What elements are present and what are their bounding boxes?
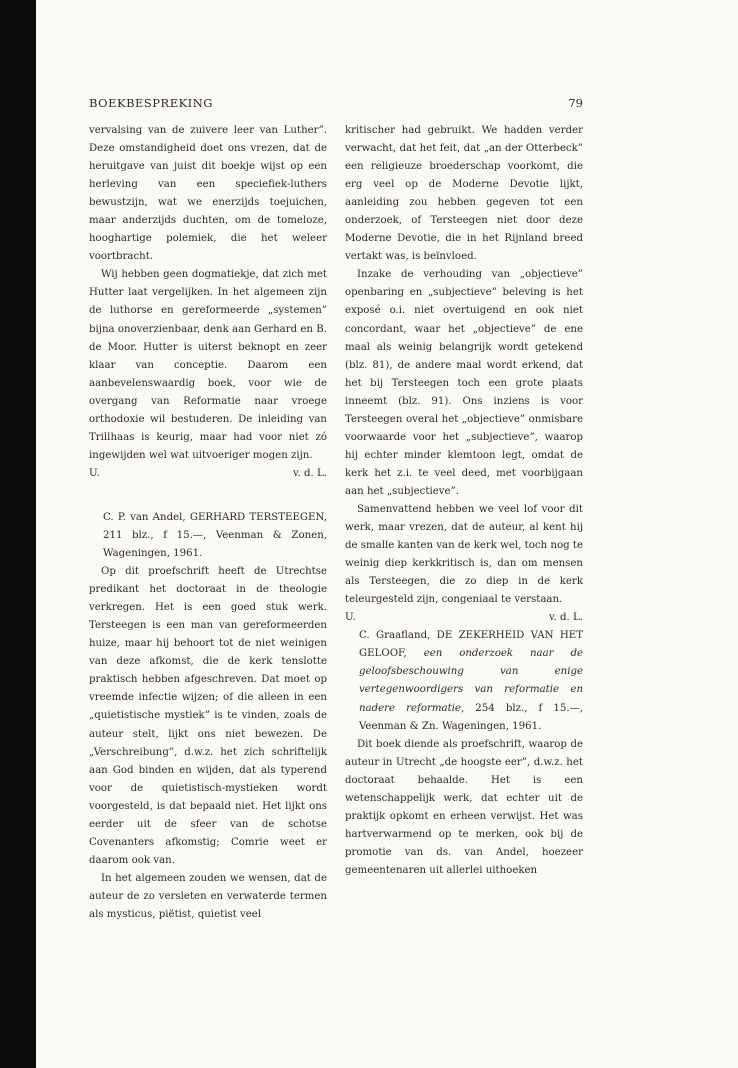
signature-name: v. d. L. bbox=[292, 467, 327, 479]
left-column bbox=[89, 122, 327, 924]
paragraph: kritischer had gebruikt. We hadden verder verwacht, dat het feit, dat „an der Otterbeck” een religieuze broederschap voorkomt, die erg veel op de Moderne Devotie lijkt, aanleiding zou hebben gegeven tot een onderzoek, of Tersteegen niet door deze Moderne Devotie, die in het Rijnland breed vertakt was, is beïnvloed. bbox=[345, 125, 583, 263]
paragraph: Op dit proefschrift heeft de Utrechtse predikant het doctoraat in de theologie verkregen. Het is een goed stuk werk. Tersteegen is een man van gereformeerden huize, maar hij behoort tot de niet weinigen van deze afkomst, die de kerk tenslotte praktisch hebben afgeschreven. Dat moet op vreemde infectie wijzen; of die alleen in een „quietistische mystiek” is te vinden, zoals de auteur stelt, lijkt ons niet bewezen. De „Verschreibung”, d.w.z. het zich schriftelijk aan God binden en wijden, dat als typerend voor de quietistisch-mystieken wordt voorgesteld, is dat bepaald niet. Het lijkt ons eerder uit de sfeer van de schotse Covenanters afkomstig; Comrie weet er daarom ook van. bbox=[89, 566, 327, 866]
paragraph: Samenvattend hebben we veel lof voor dit werk, maar vrezen, dat de auteur, al kent hij de smalle kanten van de kerk wel, toch nog te weinig diep kerkkritisch is, dan om mensen als Tersteegen, die zo diep in de kerk teleurgesteld zijn, congeniaal te verstaan. bbox=[345, 503, 583, 606]
paragraph: In het algemeen zouden we wensen, dat de auteur de zo versleten en verwaterde termen als mysticus, piëtist, quietist veel bbox=[89, 872, 327, 920]
reviewer-signature bbox=[345, 609, 583, 627]
reviewer-signature bbox=[89, 465, 327, 483]
paragraph: Inzake de verhouding van „objectieve” openbaring en „subjectieve” beleving is het exposé o.i. niet overtuigend en ook niet concordant, waar het „objectieve” de ene maal als weinig belangrijk wordt getekend (blz. 81), de andere maal wordt erkend, dat het bij Tersteegen toch een grote plaats inneemt (blz. 91). Ons inziens is voor Tersteegen overal het „objectieve” onmisbare voorwaarde voor het „subjectieve”, waarop hij echter minder klemtoon legt, omdat de kerk het z.i. te veel deed, met voorbijgaan aan het „subjectieve”. bbox=[345, 269, 583, 497]
paragraph: Wij hebben geen dogmatiekje, dat zich met Hutter laat vergelijken. In het algemeen zijn de luthorse en gereformeerde „systemen” bijna onoverzienbaar, denk aan Gerhard en B. de Moor. Hutter is uiterst beknopt en zeer klaar van conceptie. Daarom een aanbevelenswaardig boek, voor wie de overgang van Reformatie naar vroege orthodoxie wil bestuderen. De inleiding van Trillhaas is keurig, maar had voor niet zó ingewijden wel wat uitvoeriger mogen zijn. bbox=[89, 269, 327, 461]
signature-initial: U. bbox=[89, 467, 100, 479]
review-heading bbox=[345, 627, 583, 735]
paragraph: vervalsing van de zuivere leer van Luther”. Deze omstandigheid doet ons vrezen, dat de heruitgave van juist dit boekje wijst op een herleving van een speciefiek-luthers bewustzijn, wat we enerzijds toejuichen, maar anderzijds duchten, om de tomeloze, hooghartige polemiek, die het weleer voortbracht. bbox=[89, 125, 327, 263]
scan-left-edge bbox=[0, 0, 36, 1068]
signature-initial: U. bbox=[345, 612, 356, 624]
signature-name: v. d. L. bbox=[548, 612, 583, 624]
paragraph: Dit boek diende als proefschrift, waarop de auteur in Utrecht „de hoogste eer”, d.w.z. het doctoraat behaalde. Het is een wetenschappelijk werk, dat echter uit de praktijk opkomt en erheen verwijst. Het was hartverwarmend op te merken, ook bij de promotie van ds. van Andel, hoezeer gemeentenaren uit allerlei uithoeken bbox=[345, 738, 583, 876]
review-subtitle: een onderzoek naar de geloofsbeschouwing van enige vertegenwoordigers van reformatie en nadere reformatie, bbox=[359, 648, 583, 714]
page-number: 79 bbox=[568, 96, 583, 110]
page-header bbox=[89, 96, 583, 116]
right-column bbox=[345, 122, 583, 880]
review-heading: C. P. van Andel, GERHARD TERSTEEGEN, 211 blz., f 15.—, Veenman & Zonen, Wageningen, 1961. bbox=[103, 511, 327, 560]
review-publication: 254 blz., f 15.—, Veenman & Zn. Wageningen, 1961. bbox=[359, 702, 583, 732]
review-author-title: C. Graafland, DE ZEKERHEID VAN HET GELOOF, bbox=[359, 630, 583, 660]
running-head: BOEKBESPREKING bbox=[89, 96, 213, 110]
